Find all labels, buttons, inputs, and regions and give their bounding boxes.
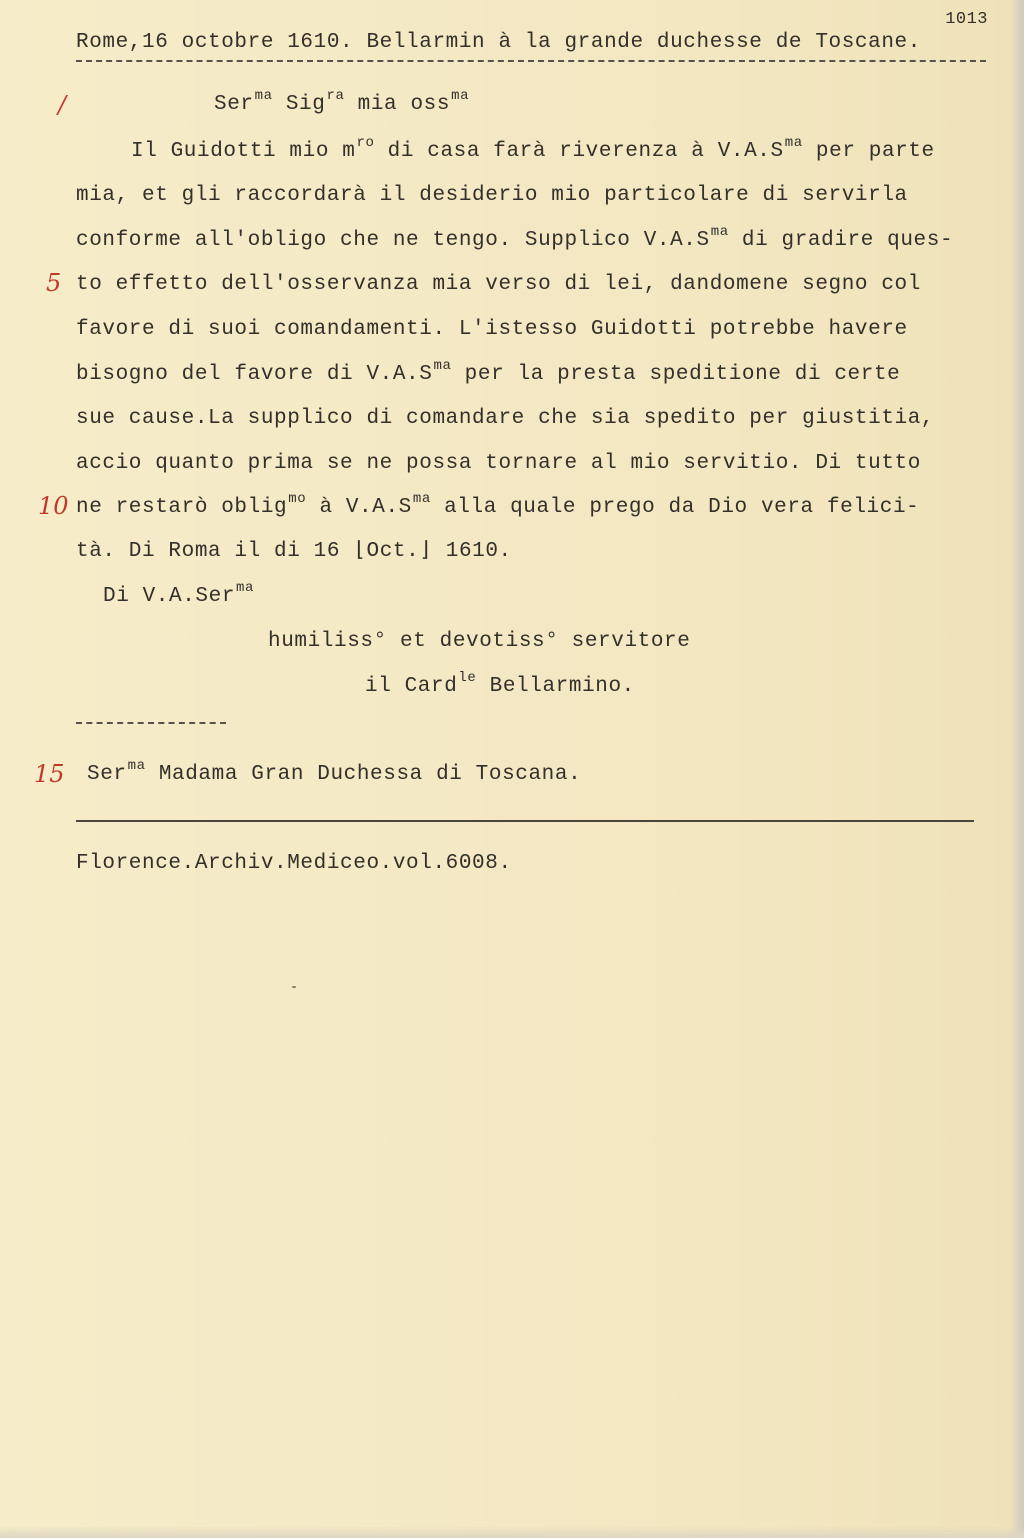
address-line: Ser$^{ma}$ Madama Gran Duchessa di Toscana.	[87, 758, 582, 786]
body-line: accio quanto prima se ne possa tornare al mio servitio. Di tutto	[76, 452, 921, 475]
closing-line: Di V.A.Ser$^{ma}$	[103, 580, 255, 608]
scan-edge	[1010, 0, 1024, 1538]
footer-divider	[76, 820, 974, 822]
header-divider	[76, 60, 986, 62]
body-line: mia, et gli raccordarà il desiderio mio particolare di servirla	[76, 184, 908, 207]
body-line: favore di suoi comandamenti. L'istesso Guidotti potrebbe havere	[76, 318, 908, 341]
salutation: Ser$^{ma}$ Sig$^{ra}$ mia oss$^{ma}$	[214, 88, 470, 116]
paper-speck	[292, 986, 296, 988]
body-line: bisogno del favore di $V.A.S^{ma}$ per la presta speditione di certe	[76, 358, 901, 386]
page-number: 1013	[945, 10, 988, 29]
signature-line: il Card$^{le}$ Bellarmino.	[365, 670, 635, 698]
margin-line-number: 10	[38, 492, 69, 520]
scan-edge	[0, 1526, 1024, 1538]
body-line: conforme all'obligo che ne tengo. Supplico $V.A.S^{ma}$ di gradire ques-	[76, 224, 954, 252]
address-divider	[76, 722, 226, 724]
body-line: Il Guidotti mio $m^{ro}$ di casa farà riverenza à $V.A.S^{ma}$ per parte	[131, 135, 935, 163]
body-line: to effetto dell'osservanza mia verso di lei, dandomene segno col	[76, 273, 921, 296]
document-header: Rome,16 octobre 1610. Bellarmin à la grande duchesse de Toscane.	[76, 31, 921, 54]
margin-line-number: /	[58, 91, 67, 119]
body-line: ne restarò oblig$^{mo}$ à $V.A.S^{ma}$ alla quale prego da Dio vera felici-	[76, 491, 920, 519]
body-line: tà. Di Roma il di 16 ⌊Oct.⌋ 1610.	[76, 540, 512, 563]
margin-line-number: 5	[46, 269, 62, 297]
closing-line: humiliss° et devotiss° servitore	[268, 630, 691, 653]
margin-line-number: 15	[34, 760, 65, 788]
source-citation: Florence.Archiv.Mediceo.vol.6008.	[76, 852, 512, 875]
body-line: sue cause.La supplico di comandare che sia spedito per giustitia,	[76, 407, 935, 430]
